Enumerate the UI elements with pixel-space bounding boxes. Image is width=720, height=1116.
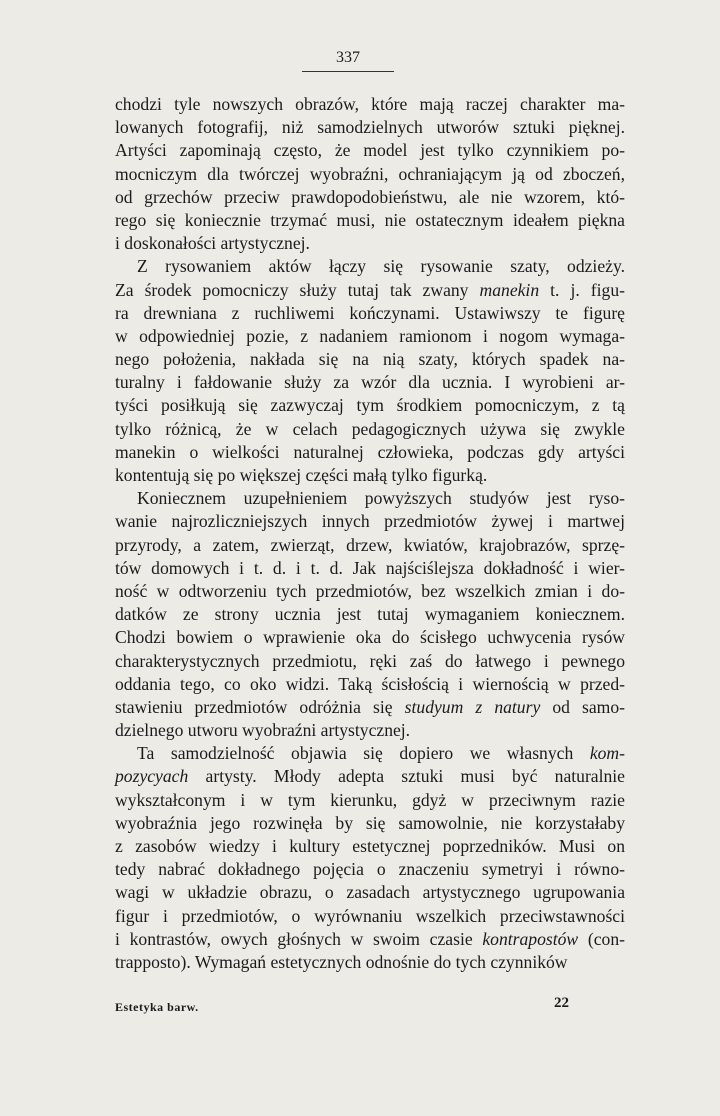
header-rule: [302, 71, 394, 72]
text-line: i kontrastów, owych głośnych w swoim czasie kontrapostów (con-: [115, 928, 625, 949]
text-line: pozycyach artysty. Młody adepta sztuki musi być naturalnie: [115, 766, 625, 787]
text-line: Z rysowaniem aktów łączy się rysowanie szaty, odzieży.: [137, 256, 625, 277]
text-line: trapposto). Wymagań estetycznych odnośnie do tych czynników: [115, 951, 568, 972]
text-line: i doskonałości artystycznej.: [115, 233, 310, 254]
text-line: Za środek pomocniczy służy tutaj tak zwany manekin t. j. figu-: [115, 279, 626, 300]
text-line: figur i przedmiotów, o wyrównaniu wszelkich przeciwstawności: [115, 905, 625, 926]
text-line: rego się koniecznie trzymać musi, nie ostatecznym ideałem piękna: [115, 209, 625, 230]
text-line: chodzi tyle nowszych obrazów, które mają raczej charakter ma-: [115, 94, 625, 114]
text-line: wykształconym i w tym kierunku, gdyż w przeciwnym razie: [115, 789, 625, 810]
printer-signature: Estetyka barw.: [115, 1000, 199, 1014]
text-line: ność w odtworzeniu tych przedmiotów, bez wszelkich zmian i do-: [115, 580, 625, 601]
text-line: Chodzi bowiem o wprawienie oka do ścisłego uchwycenia rysów: [115, 627, 625, 648]
text-line: nego położenia, nakłada się na nią szaty, których spadek na-: [115, 349, 625, 370]
text-line: tyści posiłkują się zazwyczaj tym środkiem pomocniczym, z tą: [115, 395, 625, 416]
emphasized-term: kom-: [589, 743, 625, 764]
text-line: przyrody, a zatem, zwierząt, drzew, kwiatów, krajobrazów, sprzę-: [115, 534, 625, 555]
text-line: manekin o wielkości naturalnej człowieka, podczas gdy artyści: [115, 441, 625, 462]
text-line: Artyści zapominają często, że model jest tylko czynnikiem po-: [115, 140, 625, 161]
paragraph: [115, 93, 625, 255]
text-line: oddania tego, co oko widzi. Taką ścisłością i wiernością w przed-: [115, 673, 625, 694]
sheet-number: 22: [554, 995, 569, 1011]
text-line: z zasobów wiedzy i kultury estetycznej poprzedników. Musi on: [115, 836, 625, 856]
emphasized-term: pozycyach: [115, 766, 189, 787]
text-line: lowanych fotografij, niż samodzielnych utworów sztuki pięknej.: [115, 117, 625, 138]
text-line: Ta samodzielność objawia się dopiero we własnych kom-: [137, 743, 625, 764]
text-line: dzielnego utworu wyobraźni artystycznej.: [115, 720, 411, 741]
page-number: 337: [336, 49, 360, 66]
paragraph: [115, 742, 625, 974]
text-line: ra drewniana z ruchliwemi kończynami. Ustawiwszy te figurę: [115, 302, 625, 323]
emphasized-term: manekin: [479, 279, 540, 300]
text-line: Koniecznem uzupełnieniem powyższych studyów jest ryso-: [137, 488, 625, 509]
text-line: charakterystycznych przedmiotu, ręki zaś do łatwego i pewnego: [115, 650, 625, 671]
text-line: datków ze strony ucznia jest tutaj wymaganiem koniecznem.: [115, 604, 625, 625]
text-line: wagi w układzie obrazu, o zasadach artystycznego ugrupowania: [115, 882, 625, 903]
text-line: wanie najrozliczniejszych innych przedmiotów żywej i martwej: [115, 511, 625, 532]
text-line: turalny i fałdowanie służy za wzór dla ucznia. I wyrobieni ar-: [115, 372, 625, 393]
text-line: tedy nabrać dokładnego pojęcia o znaczeniu symetryi i równo-: [115, 859, 625, 880]
paragraph: [115, 255, 625, 487]
body-text: [115, 93, 625, 974]
emphasized-term: kontrapostów: [482, 928, 579, 949]
text-line: tylko różnicą, że w celach pedagogicznych używa się zwykle: [115, 418, 625, 439]
text-line: tów domowych i t. d. i t. d. Jak najściślejsza dokładność i wier-: [115, 557, 625, 578]
text-line: kontentują się po większej części małą tylko figurką.: [115, 465, 488, 485]
emphasized-term: studyum z natury: [404, 696, 541, 717]
paragraph: [115, 487, 625, 742]
text-line: od grzechów przeciw prawdopodobieństwu, ale nie wzorem, któ-: [115, 186, 625, 207]
text-line: w odpowiedniej pozie, z nadaniem ramionom i nogom wymaga-: [115, 325, 625, 346]
text-line: stawieniu przedmiotów odróżnia się studyum z natury od samo-: [115, 696, 625, 717]
text-line: wyobraźnia jego rozwinęła by się samowolnie, nie korzystałaby: [115, 812, 625, 833]
text-line: mocniczym dla twórczej wyobraźni, ochraniającym ją od zboczeń,: [115, 163, 625, 184]
